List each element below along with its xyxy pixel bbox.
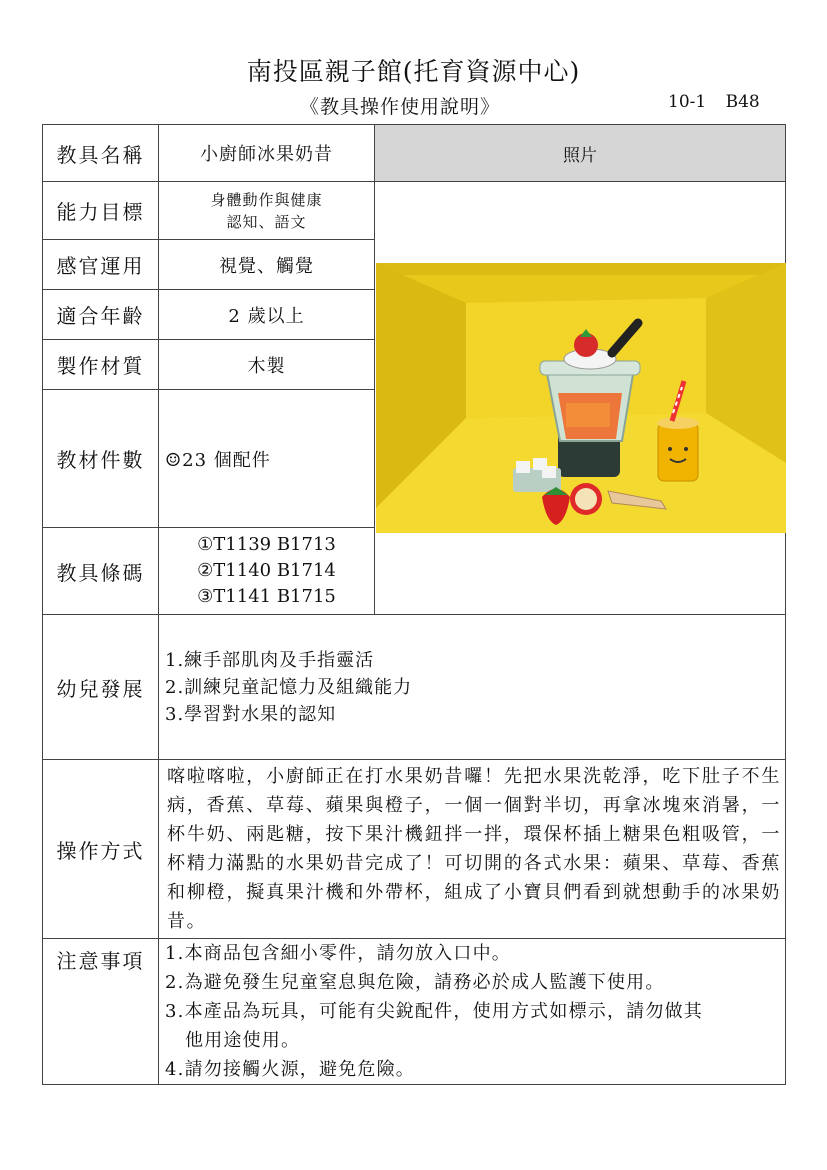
age-label: 適合年齡	[43, 290, 159, 340]
age-value: 2 歲以上	[159, 290, 375, 340]
page-title: 南投區親子館(托育資源中心)	[246, 57, 581, 86]
operation-text: 喀啦喀啦，小廚師正在打水果奶昔囉！先把水果洗乾淨，吃下肚子不生病，香蕉、草莓、蘋果與橙子，一個一個對半切，再拿冰塊來消暑，一杯牛奶、兩匙糖，按下果汁機鈕拌一拌，環保杯插上糖果色粗吸管，一杯精力滿點的水果奶昔完成了！可切開的各式水果：蘋果、草莓、香蕉和柳橙，擬真果汁機和外帶杯，組成了小寶貝們看到就想動手的冰果奶昔。	[159, 760, 786, 939]
info-table	[42, 124, 786, 1085]
ability-line-1: 身體動作與健康	[210, 190, 323, 209]
name-value: 小廚師冰果奶昔	[159, 125, 375, 182]
operation-label: 操作方式	[43, 760, 159, 939]
note-item: 2.為避免發生兒童窒息與危險，請務必於成人監護下使用。	[165, 972, 665, 993]
material-value: 木製	[159, 340, 375, 390]
notes-list	[159, 939, 786, 1085]
document-code: 10-1 B48	[668, 92, 760, 112]
barcode-item: ②T1140 B1714	[197, 560, 336, 581]
material-label: 製作材質	[43, 340, 159, 390]
ability-value	[159, 182, 375, 240]
note-item: 4.請勿接觸火源，避免危險。	[165, 1059, 415, 1080]
photo-cell	[375, 182, 786, 615]
barcode-label: 教具條碼	[43, 528, 159, 615]
development-item: 3.學習對水果的認知	[165, 703, 337, 725]
notes-label: 注意事項	[43, 939, 159, 1085]
barcode-list	[159, 528, 375, 615]
product-photo-image	[376, 263, 786, 533]
sense-label: 感官運用	[43, 240, 159, 290]
name-label: 教具名稱	[43, 125, 159, 182]
product-photo	[376, 263, 786, 533]
note-item: 3.本產品為玩具，可能有尖銳配件，使用方式如標示，請勿做其	[165, 1001, 703, 1022]
photo-header: 照片	[375, 125, 786, 182]
development-item: 1.練手部肌肉及手指靈活	[165, 649, 375, 671]
ability-line-2: 認知、語文	[226, 212, 307, 231]
page-subtitle: 《教具操作使用說明》	[300, 96, 501, 118]
development-item: 2.訓練兒童記憶力及組織能力	[165, 676, 413, 698]
parts-label: 教材件數	[43, 390, 159, 528]
development-label: 幼兒發展	[43, 615, 159, 760]
note-item-continued: 他用途使用。	[185, 1030, 301, 1051]
development-list	[159, 615, 786, 760]
parts-value: ☺23 個配件	[159, 390, 375, 528]
barcode-item: ①T1139 B1713	[197, 534, 336, 555]
ability-label: 能力目標	[43, 182, 159, 240]
sense-value: 視覺、觸覺	[159, 240, 375, 290]
note-item: 1.本商品包含細小零件，請勿放入口中。	[165, 943, 511, 964]
barcode-item: ③T1141 B1715	[197, 586, 336, 607]
